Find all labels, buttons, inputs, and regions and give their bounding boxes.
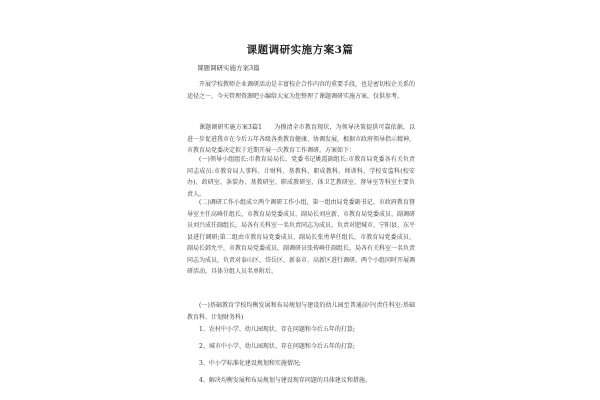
section-3-paragraph: (二)调研工作小组成立两个调研工作小组，第一组由局党委副书记、市政府教育督导室主任高峰任组长，市教育局党委成员、副局长刘应新、市教育局党委成员、副调研员刘兴成任副组长，局各有关科室一名负责同志为成员，负责对肥城市、宁阳县、东平县进行调研;第二组由市教育局党委成员、副局长张勇华任组长，市教育局党委成员、副局长韩允平，市教育局党委成员，副调研员张传峰任副组长，局各有关科室一名负责同志为成员，负责对泰山区、岱岳区、新泰市、高新区进行调研。两个小组同时开展调研活动，具体分组人员名单附后。 [187, 199, 416, 275]
list-item: 4、解决均衡发展和布局规划与建设现存问题的具体建议和措施。 [199, 377, 371, 384]
document-subtitle: 课题调研实施方案3篇 [197, 64, 260, 72]
document-page [175, 0, 425, 400]
section-1-paragraph: 课题调研实施方案3篇1 为摸清全市教育现状，为领导决策提供可靠依据，以进一步促进我市在今后五年各级各类教育健康、协调发展，根据市政府领导指示精神，市教育局党委决定拟于近期开展一次教育工作调研。方案如下： [187, 124, 416, 154]
list-item: 3、中小学标准化建设规划和实施情况; [199, 360, 301, 367]
section-2-paragraph: (一)领导小组组长:市教育局局长、党委书记姚霞副组长:市教育局党委各有关负责同志成员:市教育局人事科、计财科、基教科、职成教科、师训科、学校安监科(校安办)、政研室、条装办、基教研室、职成教研室、体卫艺教研室、督导室等科室主要负责人。 [187, 156, 415, 198]
list-item: 1、农村中小学、幼儿园现状、存在问题和今后五年的打算; [199, 326, 355, 333]
section-4-paragraph: (一)基础教育学校均衡发展和布局规划与建设的幼儿园至普通高中(责任科室:基础教育科、计划财务科) [187, 302, 415, 321]
document-title: 课题调研实施方案3篇 [246, 44, 354, 56]
list-item: 2、城市中小学、幼儿园现状、存在问题和今后五年的打算; [199, 343, 355, 350]
intro-paragraph: 开展学校教师企业调研活动是丰富校企合作内容的重要手段，也是密切校企关系的途径之一，今天管理资源吧小编给大家为您整理了课题调研实施方案，仅供参考。 [187, 81, 416, 100]
